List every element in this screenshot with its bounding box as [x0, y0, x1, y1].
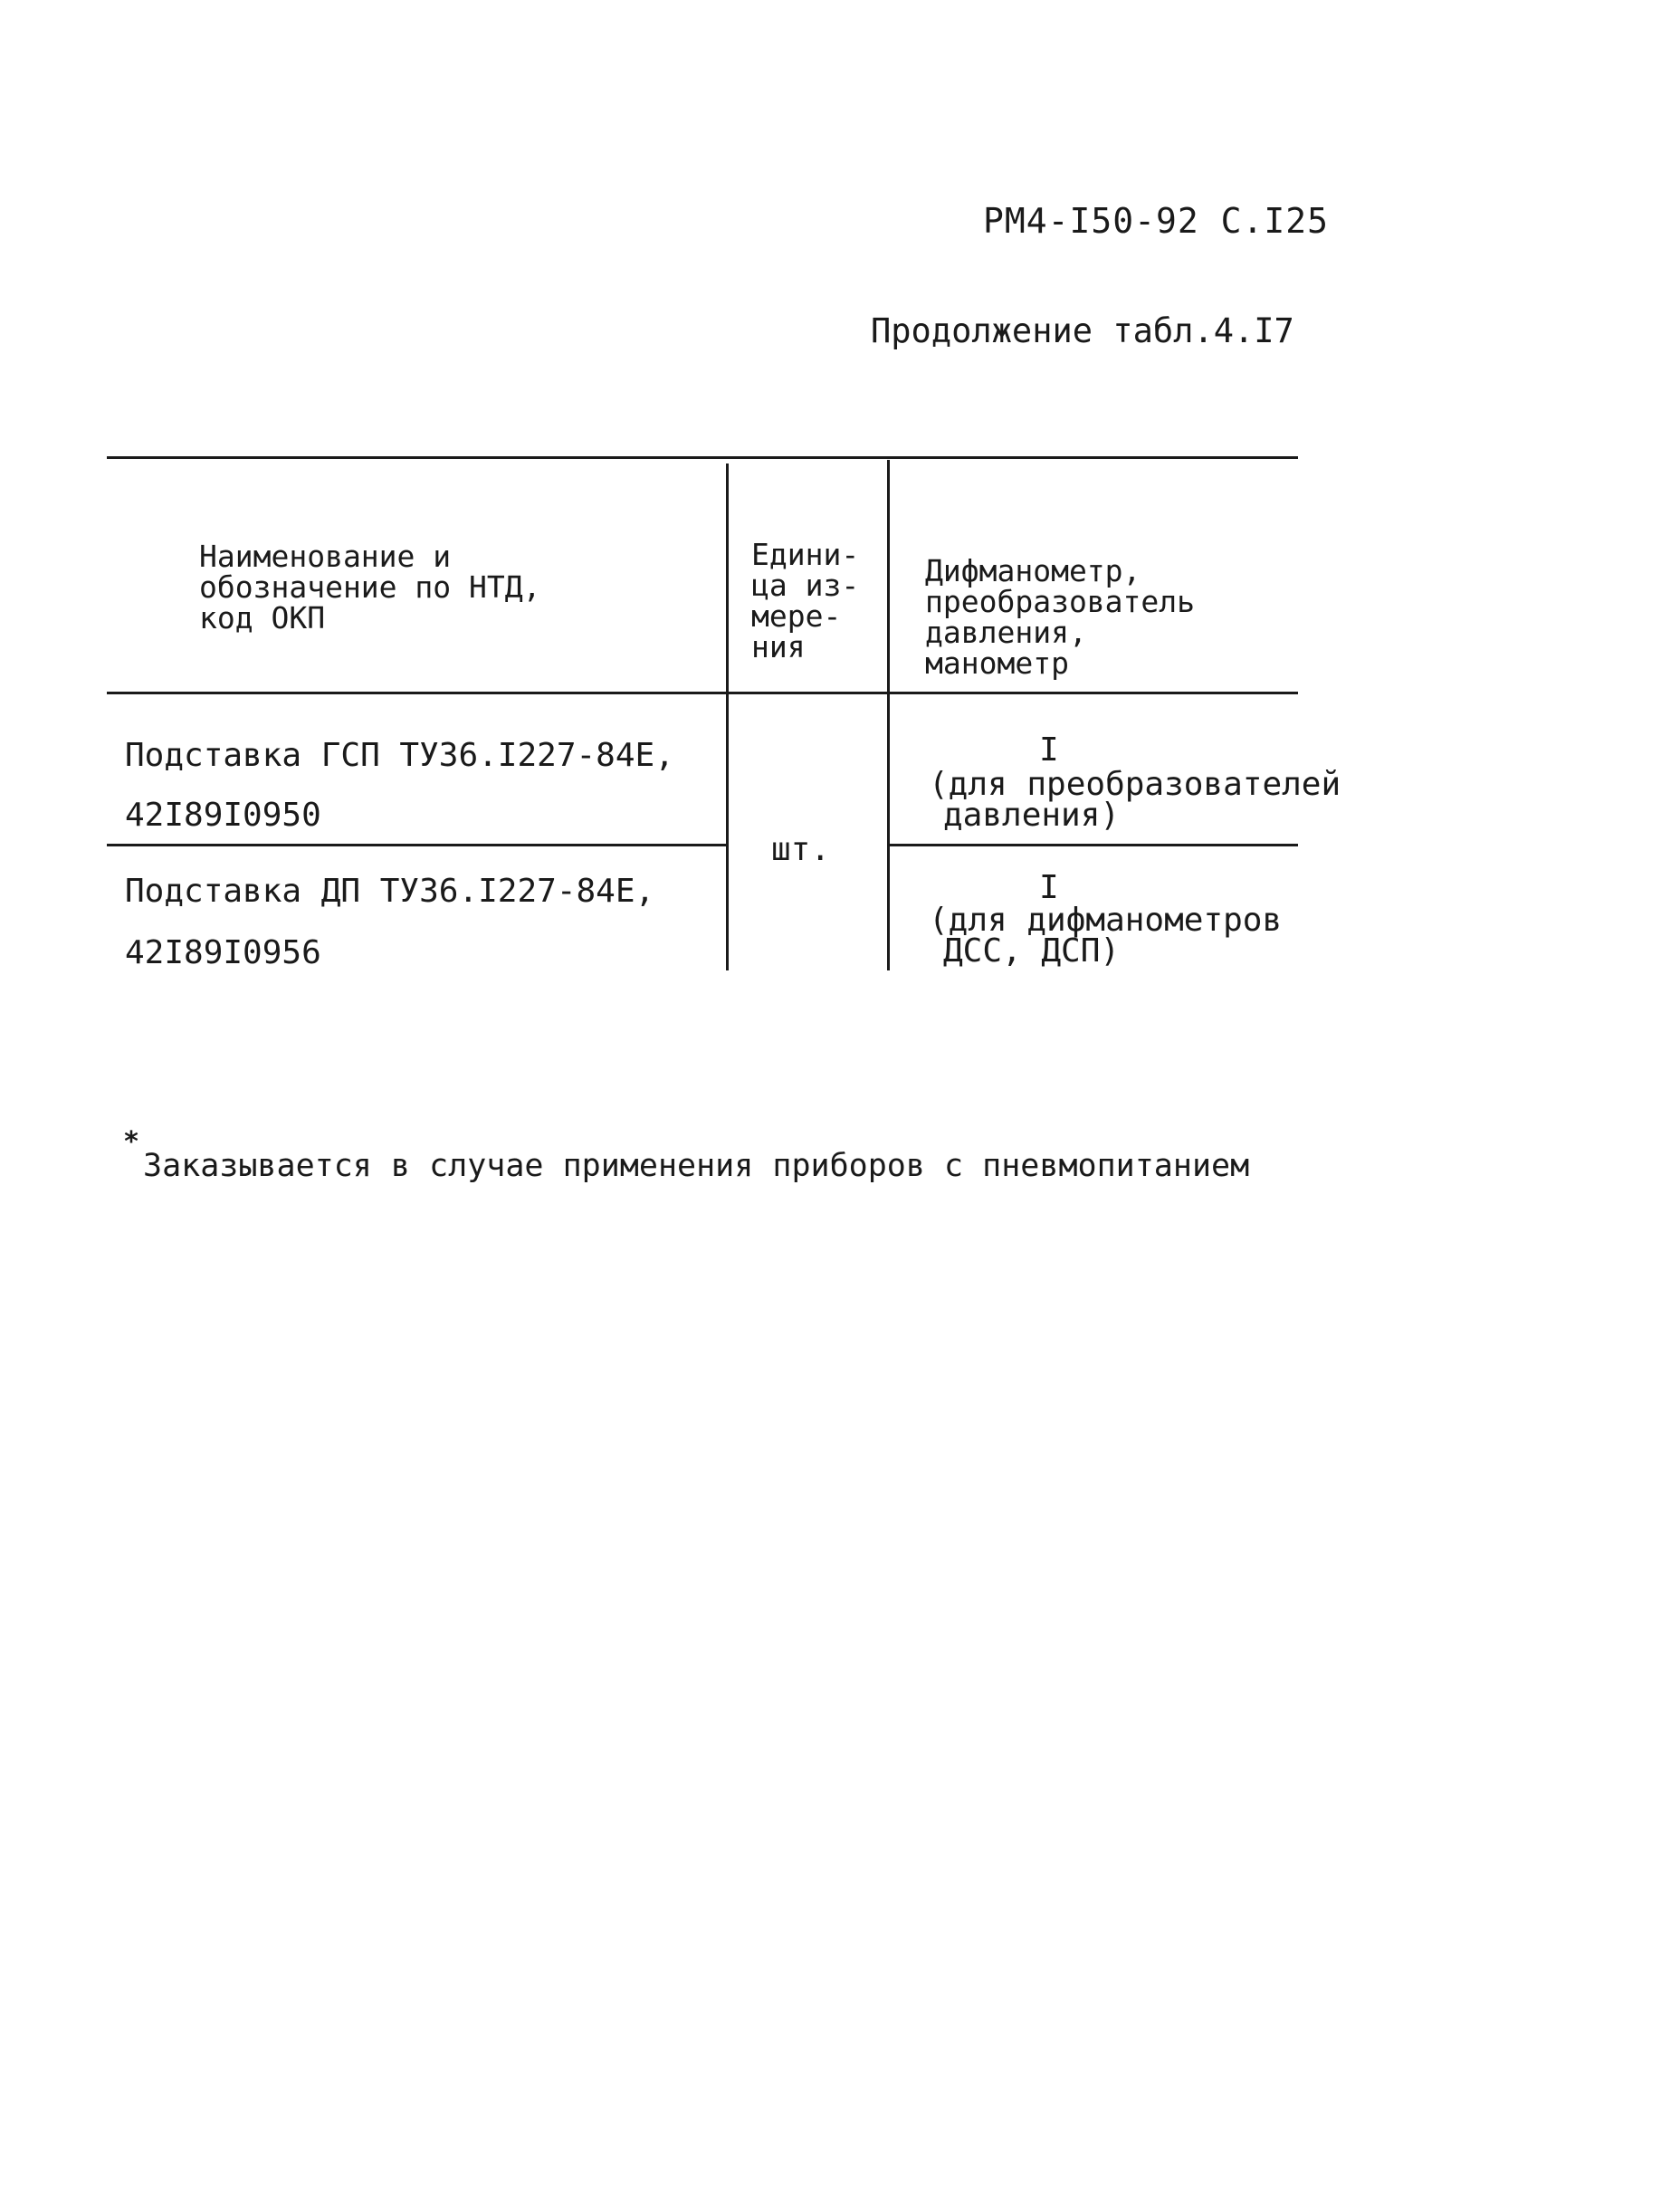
column-divider-1 [726, 463, 729, 970]
header-device-line-4: манометр [925, 645, 1069, 681]
row-2-note-line-2: ДСС, ДСП) [943, 932, 1121, 970]
header-bottom-rule [107, 692, 1298, 694]
row-1-note-line-2: давления) [943, 797, 1121, 834]
header-device-line-3: давления, [925, 615, 1087, 650]
header-name-line-3: код ОКП [199, 600, 326, 636]
header-unit-line-1: Едини- [751, 537, 860, 572]
header-device-line-1: Дифманометр, [925, 553, 1141, 588]
header-name-line-1: Наименование и [199, 539, 452, 574]
row-1-name: Подставка ГСП ТУ36.I227-84Е, [125, 737, 674, 774]
header-device-line-2: преобразователь [925, 584, 1196, 619]
header-unit-line-4: ния [751, 629, 806, 664]
row-2-quantity: I [1039, 869, 1059, 906]
row-2-name: Подставка ДП ТУ36.I227-84Е, [125, 873, 655, 910]
row-1-code: 42I89I0950 [125, 797, 321, 834]
header-name-line-2: обозначение по НТД, [199, 569, 541, 605]
footnote-asterisk: * [123, 1126, 140, 1158]
table-caption: Продолжение табл.4.I7 [871, 311, 1294, 350]
table-top-rule [107, 456, 1298, 459]
footnote-text: Заказывается в случае применения приборов с пневмопитанием [143, 1148, 1250, 1184]
row-1-note-line-1: (для преобразователей [929, 766, 1341, 803]
row-divider-left [107, 844, 728, 846]
column-divider-2 [887, 460, 890, 970]
row-2-code: 42I89I0956 [125, 934, 321, 971]
row-2-note-line-1: (для дифманометров [929, 902, 1283, 939]
row-divider-right [889, 844, 1298, 846]
row-1-quantity: I [1039, 731, 1059, 769]
document-code: РМ4-I50-92 С.I25 [983, 201, 1330, 241]
unit-value: шт. [771, 831, 831, 868]
header-unit-line-2: ца из- [751, 568, 860, 603]
header-unit-line-3: мере- [751, 598, 842, 634]
